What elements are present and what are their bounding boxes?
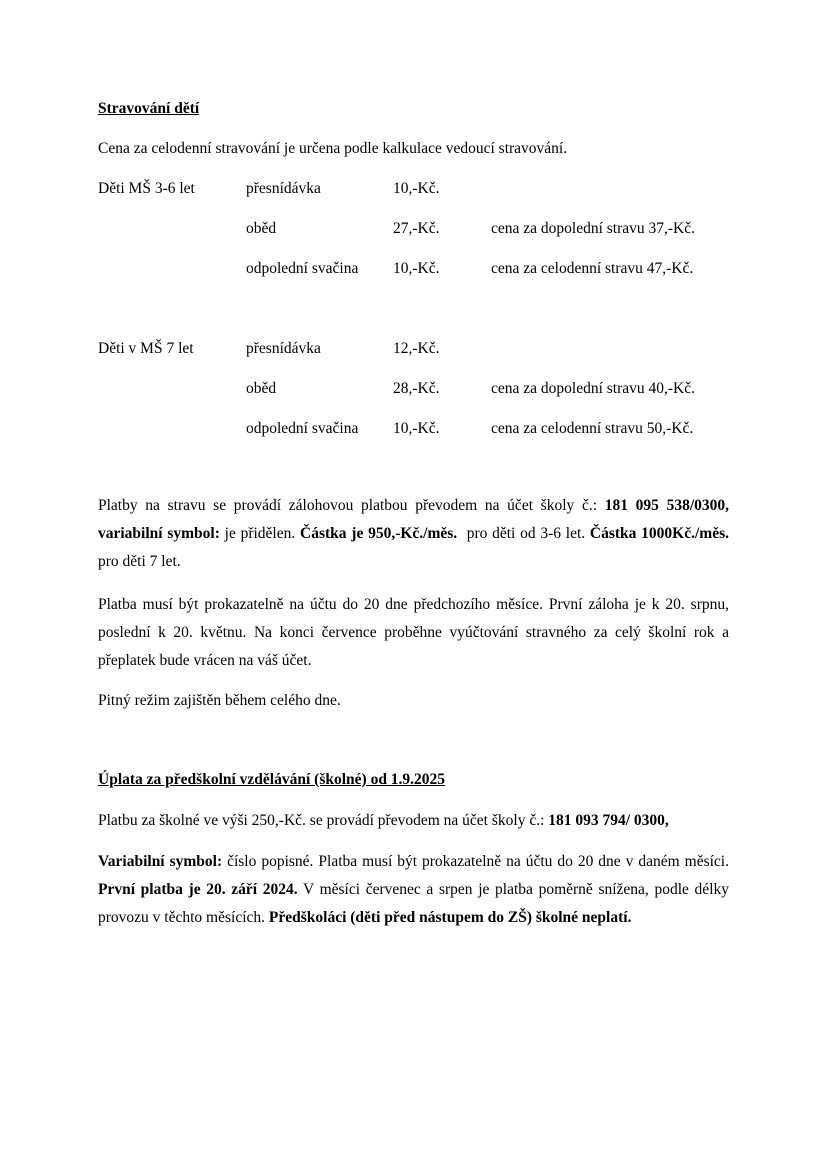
payment-text: pro děti od 3-6 let. bbox=[457, 525, 590, 542]
meal-note: cena za celodenní stravu 47,-Kč. bbox=[491, 260, 694, 277]
meal-name: odpolední svačina bbox=[246, 260, 359, 277]
variable-symbol-label: Variabilní symbol: bbox=[98, 853, 223, 870]
meal-price: 10,-Kč. bbox=[393, 260, 440, 277]
tuition-text: V měsíci červenec a srpen je platba poměrně snížena, podle délky provozu v těchto měsících. bbox=[98, 881, 729, 926]
tuition-details-paragraph bbox=[98, 848, 729, 932]
tuition-text: číslo popisné. Platba musí být prokazatelně na účtu do 20 dne v daném měsíci. bbox=[222, 853, 729, 870]
tuition-payment-line bbox=[98, 812, 669, 830]
amount-3-6: Částka je 950,-Kč./měs. bbox=[300, 525, 458, 542]
meal-price: 10,-Kč. bbox=[393, 420, 440, 437]
variable-symbol-label: variabilní symbol: bbox=[98, 525, 220, 542]
section-heading-skolne: Úplata za předškolní vzdělávání (školné) od 1.9.2025 bbox=[98, 771, 446, 788]
drinks-text: Pitný režim zajištěn během celého dne. bbox=[98, 692, 341, 709]
meal-name: oběd bbox=[246, 220, 277, 237]
meal-name: odpolední svačina bbox=[246, 420, 359, 437]
meal-name: oběd bbox=[246, 380, 277, 397]
section-heading-stravovani: Stravování dětí bbox=[98, 100, 200, 117]
tuition-text: Platbu za školné ve výši 250,-Kč. se provádí převodem na účet školy č.: bbox=[98, 812, 549, 829]
amount-7: Částka 1000Kč./měs. bbox=[589, 525, 730, 542]
meal-name: přesnídávka bbox=[246, 180, 321, 197]
deadline-paragraph: Platba musí být prokazatelně na účtu do 20 dne předchozího měsíce. První záloha je k 20. srpnu, poslední k 20. květnu. Na konci července proběhne vyúčtování stravného za celý školní rok a přeplatek bude vrácen na váš účet. bbox=[98, 596, 729, 669]
meal-price: 28,-Kč. bbox=[393, 380, 440, 397]
preschool-exemption: Předškoláci (děti před nástupem do ZŠ) školné neplatí. bbox=[268, 909, 632, 926]
payment-text: pro děti 7 let. bbox=[98, 525, 737, 570]
meal-note: cena za celodenní stravu 50,-Kč. bbox=[491, 420, 694, 437]
meal-note: cena za dopolední stravu 37,-Kč. bbox=[491, 220, 696, 237]
meal-price: 27,-Kč. bbox=[393, 220, 440, 237]
tuition-account-number: 181 093 794/ 0300, bbox=[548, 812, 669, 829]
intro-text: Cena za celodenní stravování je určena podle kalkulace vedoucí stravování. bbox=[98, 140, 568, 157]
group-label: Děti MŠ 3-6 let bbox=[98, 180, 195, 197]
first-payment-date: První platba je 20. září 2024. bbox=[98, 881, 298, 898]
payment-paragraph bbox=[98, 492, 737, 576]
account-number: 181 095 538/0300, bbox=[604, 497, 729, 514]
meal-name: přesnídávka bbox=[246, 340, 321, 357]
payment-text: Platby na stravu se provádí zálohovou platbou převodem na účet školy č.: bbox=[98, 497, 605, 514]
meal-price: 10,-Kč. bbox=[393, 180, 440, 197]
group-label: Děti v MŠ 7 let bbox=[98, 340, 194, 357]
meal-price: 12,-Kč. bbox=[393, 340, 440, 357]
payment-text: je přidělen. bbox=[219, 525, 301, 542]
meal-note: cena za dopolední stravu 40,-Kč. bbox=[491, 380, 696, 397]
